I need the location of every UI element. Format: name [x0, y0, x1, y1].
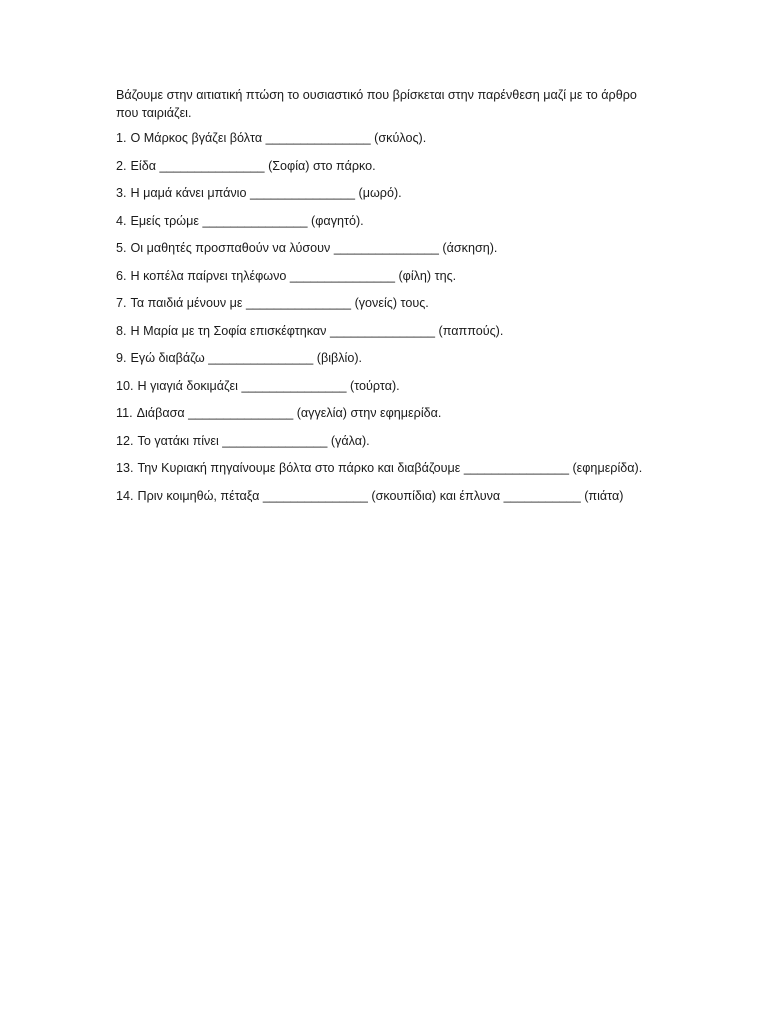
exercise-number: 2. — [116, 158, 127, 173]
exercise-number: 3. — [116, 186, 127, 200]
exercise-number: 5. — [116, 241, 127, 255]
exercise-item-3 — [116, 185, 656, 202]
exercise-text: Η γιαγιά δοκιμάζει _______________ (τούρτα). — [137, 378, 400, 393]
exercise-number: 1. — [116, 131, 127, 145]
exercise-item-10 — [116, 378, 656, 395]
exercise-number: 4. — [116, 213, 127, 228]
exercise-item-13 — [116, 460, 656, 477]
exercise-text: Η κοπέλα παίρνει τηλέφωνο _______________ (φίλη) της. — [130, 268, 457, 283]
exercise-number: 6. — [116, 268, 127, 283]
exercise-text: Η Μαρία με τη Σοφία επισκέφτηκαν _______________ (παππούς). — [130, 323, 504, 338]
exercise-number: 12. — [116, 433, 134, 448]
exercise-item-9 — [116, 350, 656, 367]
exercise-item-11 — [116, 405, 656, 422]
exercise-text: Εγώ διαβάζω _______________ (βιβλίο). — [130, 351, 363, 365]
exercise-text: Τα παιδιά μένουν με _______________ (γονείς) τους. — [130, 296, 429, 310]
exercise-item-8 — [116, 323, 656, 340]
exercise-number: 9. — [116, 351, 127, 365]
exercise-number: 13. — [116, 461, 134, 475]
exercise-text: Διάβασα _______________ (αγγελία) στην εφημερίδα. — [136, 406, 442, 420]
exercise-item-2 — [116, 158, 656, 175]
exercise-item-1 — [116, 130, 656, 147]
exercise-item-6 — [116, 268, 656, 285]
exercise-number: 8. — [116, 323, 127, 338]
exercise-item-7 — [116, 295, 656, 312]
exercise-text: Την Κυριακή πηγαίνουμε βόλτα στο πάρκο και διαβάζουμε _______________ (εφημερίδα). — [137, 461, 643, 475]
exercise-number: 7. — [116, 296, 127, 310]
exercise-item-5 — [116, 240, 656, 257]
exercise-text: Πριν κοιμηθώ, πέταξα _______________ (σκουπίδια) και έπλυνα ___________ (πιάτα) — [137, 488, 624, 503]
exercise-text: Ο Μάρκος βγάζει βόλτα _______________ (σκύλος). — [130, 131, 427, 145]
exercise-number: 14. — [116, 488, 134, 503]
exercise-number: 11. — [116, 406, 133, 420]
exercise-list — [116, 130, 656, 505]
worksheet-page — [116, 86, 656, 515]
exercise-number: 10. — [116, 378, 134, 393]
exercise-item-14 — [116, 488, 656, 505]
exercise-text: Η μαμά κάνει μπάνιο _______________ (μωρό). — [130, 186, 402, 200]
exercise-text: Το γατάκι πίνει _______________ (γάλα). — [137, 433, 370, 448]
exercise-text: Εμείς τρώμε _______________ (φαγητό). — [130, 213, 364, 228]
instructions-text: Βάζουμε στην αιτιατική πτώση το ουσιαστικό που βρίσκεται στην παρένθεση μαζί με το άρθρο που ταιριάζει. — [116, 88, 637, 120]
exercise-text: Οι μαθητές προσπαθούν να λύσουν _______________ (άσκηση). — [130, 241, 498, 255]
exercise-item-4 — [116, 213, 656, 230]
exercise-item-12 — [116, 433, 656, 450]
exercise-text: Είδα _______________ (Σοφία) στο πάρκο. — [130, 158, 376, 173]
